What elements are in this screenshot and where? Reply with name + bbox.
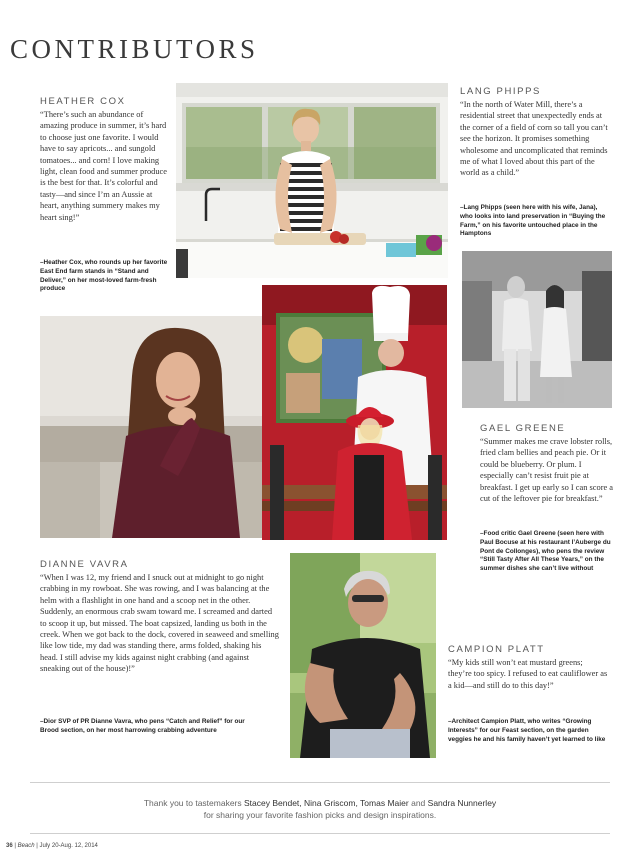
contributor-name-dianne-vavra: DIANNE VAVRA bbox=[40, 559, 129, 570]
contributor-quote-heather-cox: “There’s such an abundance of amazing produce in summer, it’s hard to choose just one favorite. I would have to say apricots... and sungold tomatoes... and corn! I love making light, clean food and summer produce is the best for that. It’s colorful and tasty—and since I’m an Aussie at heart, anything summery makes my heart sing!” bbox=[40, 110, 167, 222]
thanks-line-2: for sharing your favorite fashion picks and design inspirations. bbox=[203, 810, 437, 820]
contributor-credit-heather-cox: –Heather Cox, who rounds up her favorite East End farm stands in “Stand and Deliver,” on her most-loved farm-fresh produce bbox=[40, 259, 168, 293]
photo-heather-cox-kitchen bbox=[176, 83, 448, 278]
folio-divider: | bbox=[14, 843, 18, 849]
contributor-quote-dianne-vavra: “When I was 12, my friend and I snuck out at midnight to go night crabbing in my rowboat. She was rowing, and I was balancing at the helm with a flashlight in one hand and a scoop net in the other. Suddenly, an enormous crab swam toward me. I screamed and darted to scoop it up, but missed. The boat capsized, landing us both in the creek. When we got back to the dock, covered in seaweed and smelling like low tide, my dad was standing there, arms folded, shaking his head. I still advise my kids against night crabbing (and against sneaking out of the house)!” bbox=[40, 573, 279, 674]
page-title: CONTRIBUTORS bbox=[10, 34, 259, 64]
folio-divider-2: | bbox=[36, 843, 40, 849]
contributor-credit-gael-greene: –Food critic Gael Greene (seen here with Paul Bocuse at his restaurant l’Auberge du Pont de Collonges), who pens the review “Still Tasty After All These Years,” on the summer dishes she can’t live without bbox=[480, 530, 611, 573]
page-number: 36 bbox=[6, 843, 13, 849]
thanks-prefix: Thank you to tastemakers bbox=[143, 798, 242, 808]
photo-dianne-vavra bbox=[40, 316, 262, 538]
contributor-quote-campion-platt: “My kids still won’t eat mustard greens; they’re too spicy. I refused to eat cauliflower as a kid—and still do to this day!” bbox=[448, 658, 608, 690]
contributor-quote-lang-phipps: “In the north of Water Mill, there’s a residential street that unexpectedly ends at the corner of a field of corn so tall you can’t see the horizon. It promises something wholesome and uncomplicated that reminds me of what I loved about this part of the world as a child.” bbox=[460, 100, 608, 178]
folio bbox=[6, 843, 98, 849]
magazine-name: Beach bbox=[17, 843, 35, 849]
contributor-quote-gael-greene: “Summer makes me crave lobster rolls, fried clam bellies and peach pie. Or it could be blueberry. Or plum. I especially can’t resist fruit pie at breakfast. I get up early so I can score a cut of the leftover pie for breakfast.” bbox=[480, 437, 614, 504]
contributor-credit-campion-platt: –Architect Campion Platt, who writes “Growing Interests” for our Feast section, on the garden veggies he and his family haven’t yet learned to like bbox=[448, 718, 606, 743]
contributor-name-gael-greene: GAEL GREENE bbox=[480, 423, 566, 434]
thanks-and: and bbox=[411, 798, 426, 808]
footer-rule-bottom bbox=[30, 833, 610, 834]
contributor-credit-lang-phipps: –Lang Phipps (seen here with his wife, Jana), who looks into land preservation in “Buying the Farm,” on his favorite untouched place in the Hamptons bbox=[460, 204, 606, 238]
photo-campion-platt bbox=[290, 553, 436, 758]
photo-lang-phipps bbox=[462, 251, 612, 408]
contributor-credit-dianne-vavra: –Dior SVP of PR Dianne Vavra, who pens “Catch and Relief” for our Brood section, on her most harrowing crabbing adventure bbox=[40, 718, 245, 734]
issue-date: July 20-Aug. 12, 2014 bbox=[39, 843, 98, 849]
thanks-last-name: Sandra Nunnerley bbox=[427, 798, 497, 808]
contributor-name-lang-phipps: LANG PHIPPS bbox=[460, 86, 541, 97]
photo-gael-greene-with-chef bbox=[262, 285, 447, 540]
thanks-note bbox=[0, 797, 640, 821]
thanks-line-1 bbox=[0, 797, 640, 809]
thanks-names: Stacey Bendet, Nina Griscom, Tomas Maier bbox=[244, 798, 409, 808]
contributor-name-campion-platt: CAMPION PLATT bbox=[448, 644, 545, 655]
contributor-name-heather-cox: HEATHER COX bbox=[40, 96, 126, 107]
footer-rule-top bbox=[30, 782, 610, 783]
